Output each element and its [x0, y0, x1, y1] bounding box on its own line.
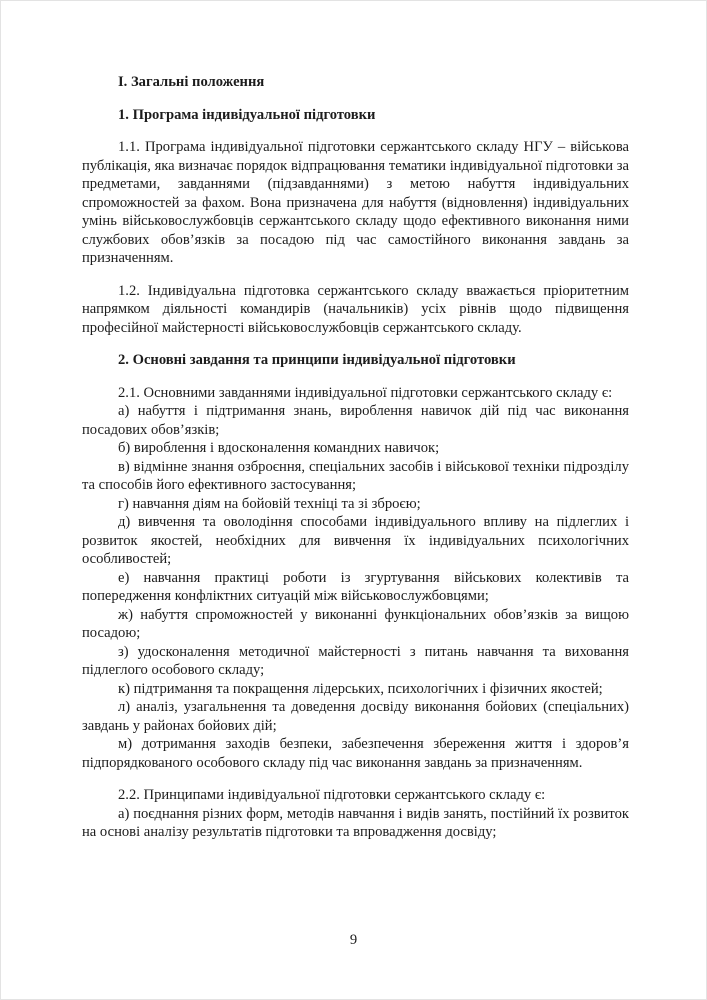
list-item-2-1-m: м) дотримання заходів безпеки, забезпечення збереження життя і здоров’я підпорядкованого особового складу під час виконання завдань за призначенням.: [82, 736, 629, 771]
list-item-2-1-z: з) удосконалення методичної майстерності з питань навчання та виховання підлеглого особового складу;: [82, 643, 629, 678]
page-number: 9: [349, 932, 358, 948]
paragraph-2-2-intro: 2.2. Принципами індивідуальної підготовки сержантського складу є:: [118, 787, 546, 803]
section-heading: І. Загальні положення: [118, 74, 265, 90]
list-item-2-1-b: б) вироблення і вдосконалення командних навичок;: [118, 440, 440, 456]
list-item-2-2-a: а) поєднання різних форм, методів навчання і видів занять, постійний їх розвиток на основі аналізу результатів підготовки та впровадження досвіду;: [82, 805, 629, 840]
list-item-2-1-a: а) набуття і підтримання знань, вироблення навичок дій під час виконання посадових обов’язків;: [82, 403, 629, 438]
list-item-2-1-d: д) вивчення та оволодіння способами індивідуального впливу на підлеглих і розвиток якостей, необхідних для вивчення їх індивідуальних психологічних особливостей;: [82, 514, 629, 567]
list-item-2-1-zh: ж) набуття спроможностей у виконанні функціональних обов’язків за вищою посадою;: [82, 606, 629, 641]
paragraph-1-2: 1.2. Індивідуальна підготовка сержантського складу вважається пріоритетним напрямком діяльності командирів (начальників) усіх рівнів щодо підвищення професійної майстерності військовослужбовців сержантського складу.: [82, 282, 629, 336]
list-item-2-1-l: л) аналіз, узагальнення та доведення досвіду виконання бойових (спеціальних) завдань у районах бойових дій;: [82, 699, 629, 734]
list-item-2-1-v: в) відмінне знання озброєння, спеціальних засобів і військової техніки підрозділу та способів його ефективного застосування;: [82, 458, 629, 493]
list-item-2-1-e: е) навчання практиці роботи із згуртування військових колективів та попередження конфліктних ситуацій між військовослужбовцями;: [82, 569, 629, 604]
chapter-2-heading: 2. Основні завдання та принципи індивідуальної підготовки: [118, 352, 516, 368]
paragraph-2-1-intro: 2.1. Основними завданнями індивідуальної підготовки сержантського складу є:: [118, 384, 613, 401]
paragraph-1-1: 1.1. Програма індивідуальної підготовки сержантського складу НГУ – військова публікація, яка визначає порядок відпрацювання тематики індивідуальної підготовки за предметами, завданнями (підзавданнями) з метою набуття індивідуальних спроможностей за фахом. Вона призначена для набуття (відновлення) індивідуальних умінь військовослужбовців сержантського складу щодо ефективного виконання ними службових обов’язків за посадою під час самостійного виконання завдань за призначенням.: [82, 139, 629, 266]
chapter-1-heading: 1. Програма індивідуальної підготовки: [118, 106, 376, 123]
list-item-2-1-k: к) підтримання та покращення лідерських, психологічних і фізичних якостей;: [118, 680, 603, 697]
list-item-2-1-g: г) навчання діям на бойовій техніці та зі зброєю;: [118, 495, 421, 512]
